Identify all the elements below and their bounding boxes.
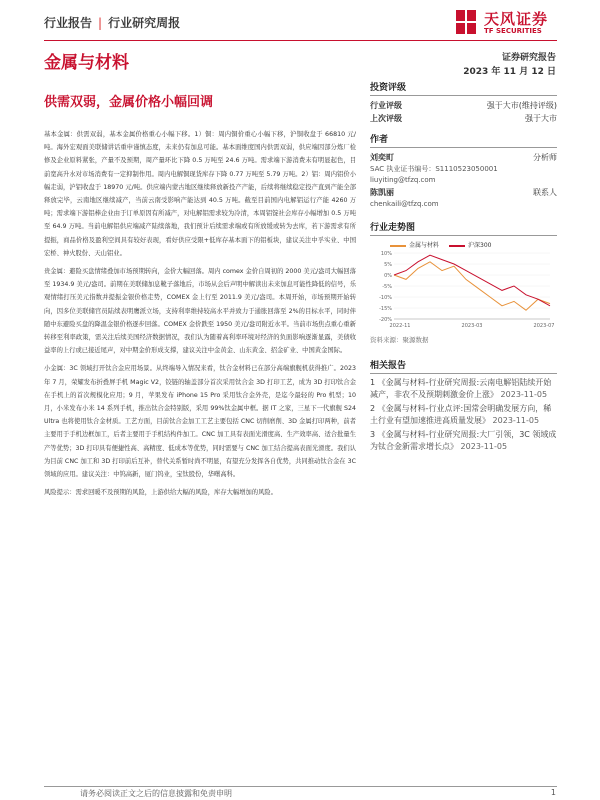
related-heading: 相关报告	[370, 358, 557, 374]
related-reports-section	[370, 358, 557, 455]
legend-label: 金属与材料	[409, 242, 440, 249]
author-role: 分析师	[533, 153, 557, 162]
author-row	[370, 186, 557, 199]
related-title[interactable]: 3 《金属与材料-行业研究周报:大厂引领，3C 领域成为钛合金新需求增长点》	[370, 430, 557, 451]
author-section	[370, 132, 557, 210]
logo-icon	[454, 8, 478, 36]
rating-value: 强于大市(维持评级)	[486, 101, 557, 110]
related-item[interactable]	[370, 403, 557, 427]
author-email: chenkaili@tfzq.com	[370, 200, 439, 208]
author-role: 联系人	[533, 188, 557, 197]
author-heading: 作者	[370, 132, 557, 148]
rating-label: 上次评级	[370, 114, 402, 123]
footer-divider	[44, 786, 557, 787]
chart-source: 资料来源：聚源数据	[370, 336, 429, 344]
x-tick-label: 2023-03	[461, 323, 483, 329]
legend-item	[449, 240, 491, 249]
report-type: 证券研究报告	[501, 53, 556, 63]
related-date: 2023-11-05	[492, 416, 540, 425]
legend-label: 沪深300	[468, 242, 492, 249]
related-title[interactable]: 1 《金属与材料-行业研究周报:云南电解铝陆续开始减产，非农不及预期刺激金价上涨》	[370, 378, 552, 399]
rating-value: 强于大市	[525, 114, 557, 123]
series-line-2	[394, 255, 550, 306]
category-separator: |	[98, 16, 103, 30]
trend-chart	[370, 249, 557, 331]
rating-section	[370, 80, 557, 125]
y-tick-label: -15%	[379, 306, 392, 312]
header-divider	[44, 40, 557, 41]
report-category	[44, 14, 180, 31]
report-body	[44, 128, 356, 504]
body-paragraph-risk: 风险提示：需求回暖不及预期的风险，上游供给大幅的风险，库存大幅增加的风险。	[44, 489, 277, 497]
y-tick-label: -10%	[379, 295, 392, 301]
industry-title: 金属与材料	[44, 53, 129, 73]
rating-heading: 投资评级	[370, 80, 557, 96]
y-tick-label: -20%	[379, 317, 392, 323]
company-logo	[454, 6, 566, 40]
x-tick-label: 2022-11	[389, 323, 411, 329]
author-email: liuyiting@tfzq.com	[370, 176, 436, 184]
related-date: 2023-11-05	[460, 442, 508, 451]
author-cert: SAC 执业证书编号：S1110523050001	[370, 165, 498, 173]
report-title: 供需双弱，金属价格小幅回调	[44, 95, 214, 110]
related-item[interactable]	[370, 429, 557, 453]
footer-disclaimer: 请务必阅读正文之后的信息披露和免责申明	[80, 789, 232, 798]
page-number: 1	[550, 788, 556, 797]
rating-row	[370, 99, 557, 112]
legend-swatch	[390, 245, 406, 247]
logo-name-zh: 天风证券	[484, 10, 549, 28]
related-title[interactable]: 2 《金属与材料-行业点评:国常会明确发展方向，稀土行业有望加速推进高质量发展》	[370, 404, 552, 425]
related-list	[370, 377, 557, 453]
legend-item	[390, 240, 439, 249]
chart-legend	[390, 240, 557, 249]
category-label: 行业报告	[44, 16, 93, 30]
body-paragraph-base-metals: 基本金属：供需双弱，基本金属价格重心小幅下移。1）铜：周内铜价重心小幅下移，沪铜收盘于 66810 元/吨。海外宏观面美联储讲话重申谨慎态度，未来仍有加息可能。基本面维度国内供需双弱，供应端因部分炼厂检修及企业原料紧张，产量不及预期，周产量环比下降 0.5 万吨至 24.6 万吨。需求端下游消费未有明显起色，目前宽高升水对市场消费有一定抑制作用。周内电解铜现货库存下降 0.77 万吨至 5.79 万吨。2）铝：周内铝价小幅走弱，沪铝收盘于 18970 元/吨。供应端内蒙古地区继续释放新投产产能，后续将继续稳定投产直到产能全部释放完毕，云南地区继续减产，当前云南受影响产能达到 40.5 万吨。截至目前国内电解铝运行产能 4260 万吨；需求端下游铝棒企业由于订单原因有所减产，对电解铝需求较为冷清，本周铝锭社会库存小幅增加 0.5 万吨至 64.9 万吨。当前电解铝供应端减产陆续落地，我们预计后续需求端或有所放缓或转为去库，若下游需求有所提振，商品价格及盈利空间具有较好表现，看好供应受限+低库存基本面下的铝板块，建议关注中孚实业、中国宏桥、神火股份、天山铝业。	[44, 131, 356, 257]
rating-row	[370, 112, 557, 125]
y-tick-label: 10%	[380, 251, 392, 257]
x-tick-label: 2023-07	[533, 323, 555, 329]
trend-chart-section	[370, 220, 557, 344]
logo-name-en: TF SECURITIES	[484, 27, 542, 35]
chart-heading: 行业走势图	[370, 220, 557, 236]
legend-swatch	[449, 245, 465, 247]
body-paragraph-precious-metals: 贵金属：避险买盘情绪叠加市场预期转向，金价大幅回落。周内 comex 金价自周初的 2000 美元/盎司大幅回落至 1934.9 美元/盎司。前期在美联储加息靴子落地后，市场从会后声明中解读出未来加息可能性降低的信号，乐观情绪打压美元指数并提振金银价格走势，COMEX 金上行至 2011.9 美元/盎司。本周开始，市场预期开始转向，因多位美联储官员陆续表明鹰派立场，支持利率维持较高水平并致力于通胀回落至 2%的目标水平，同时伴随中东避险买盘的降温金银价格逐步回落。COMEX 金价跌至 1950 美元/盎司附近水平。当前市场焦点重心重新转移至利率政策，需关注后续美国经济数据情况，我们认为随着高利率环境对经济的负面影响逐渐显露，美债收益率的上行或已接近尾声，对中期金价形成支撑，建议关注中金黄金、山东黄金、招金矿业、中国黄金国际。	[44, 268, 356, 355]
rating-label: 行业评级	[370, 101, 402, 110]
related-date: 2023-11-05	[500, 390, 548, 399]
subcategory-label: 行业研究周报	[108, 16, 181, 30]
y-tick-label: -5%	[382, 284, 392, 290]
y-tick-label: 0%	[384, 273, 392, 279]
report-date: 2023 年 11 月 12 日	[463, 67, 556, 77]
author-row	[370, 151, 557, 164]
author-name: 陈凯丽	[370, 188, 394, 197]
body-paragraph-minor-metals: 小金属：3C 领域打开钛合金应用场景。从终端导入情况来看，钛合金材料已在部分高端旗舰机获得推广。2023 年 7 月，荣耀发布折叠屏手机 Magic V2，铰链的轴盖部分首次采用钛合金 3D 打印工艺，成为 3D 打印钛合金在手机上的首次规模化应用；9 月，苹果发布 iPhone 15 Pro 采用钛合金外壳，是迄今最轻的 Pro 机型；10 月，小米发布小米 14 系列手机，推出钛合金特别版，采用 99%钛金属中框。据 IT 之家，三星下一代旗舰 S24 Ultra 也将使用钛合金材质。工艺方面，目前钛合金加工工艺主要包括 CNC 切削磨削、3D 金属打印两种，前者主要用于手机边框加工，后者主要用于手机结构件加工。CNC 加工具有表面光滑度高、生产效率高、适合批量生产等优势；3D 打印具有便捷性高、高精度、低成本等优势，同时需要与 CNC 加工结合提高表面光滑度。我们认为目前 CNC 加工和 3D 打印前后互补，替代关系暂时尚不明显，有望充分发挥各自优势，共同推动钛合金在 3C 领域的应用。建议关注：中钨高新，厦门钨业，宝钛股份，华曙高科。	[44, 365, 356, 479]
y-tick-label: 5%	[384, 262, 392, 268]
related-item[interactable]	[370, 377, 557, 401]
author-name: 刘奕町	[370, 153, 394, 162]
